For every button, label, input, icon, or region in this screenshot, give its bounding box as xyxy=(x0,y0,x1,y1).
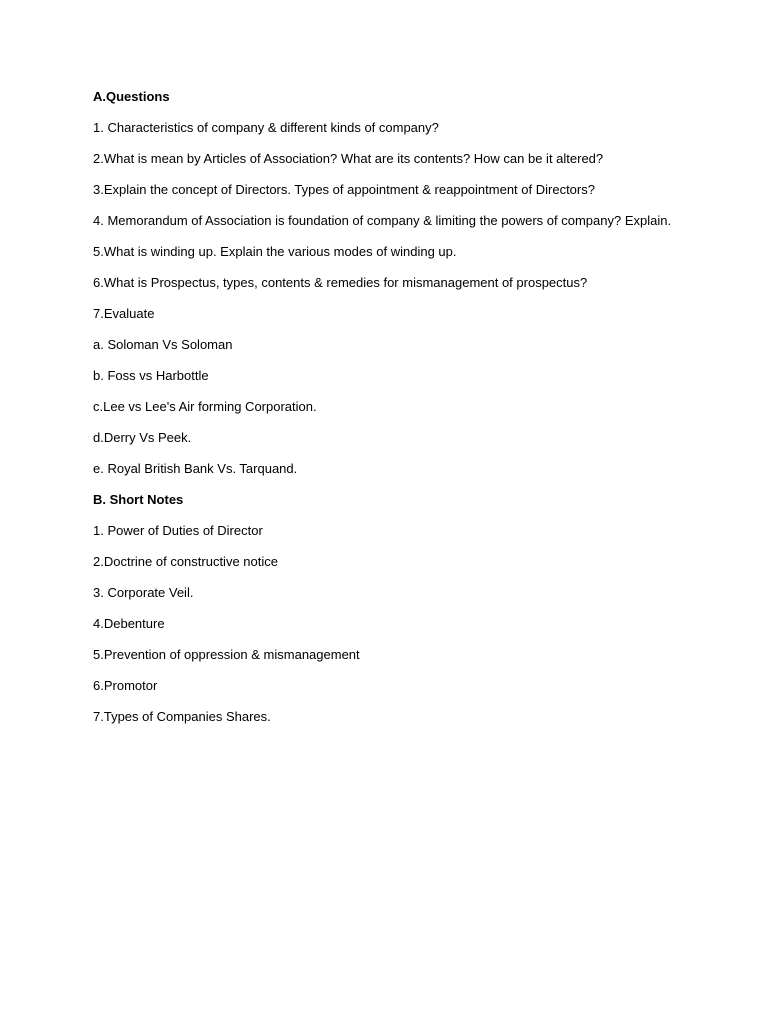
case-b: b. Foss vs Harbottle xyxy=(93,368,209,383)
case-c: c.Lee vs Lee's Air forming Corporation. xyxy=(93,399,317,414)
question-5: 5.What is winding up. Explain the various modes of winding up. xyxy=(93,244,457,259)
short-note-3: 3. Corporate Veil. xyxy=(93,585,194,600)
question-1: 1. Characteristics of company & different kinds of company? xyxy=(93,120,439,135)
case-d: d.Derry Vs Peek. xyxy=(93,430,192,445)
document-page xyxy=(93,87,673,738)
case-a: a. Soloman Vs Soloman xyxy=(93,337,233,352)
section-a-heading: A.Questions xyxy=(93,89,170,104)
question-4: 4. Memorandum of Association is foundation of company & limiting the powers of company? Explain. xyxy=(93,213,672,228)
short-note-6: 6.Promotor xyxy=(93,678,158,693)
short-note-5: 5.Prevention of oppression & mismanagement xyxy=(93,647,360,662)
question-6: 6.What is Prospectus, types, contents & remedies for mismanagement of prospectus? xyxy=(93,275,588,290)
short-note-7: 7.Types of Companies Shares. xyxy=(93,709,271,724)
short-note-2: 2.Doctrine of constructive notice xyxy=(93,554,278,569)
section-b xyxy=(93,490,673,726)
case-e: e. Royal British Bank Vs. Tarquand. xyxy=(93,461,298,476)
short-note-1: 1. Power of Duties of Director xyxy=(93,523,263,538)
question-7: 7.Evaluate xyxy=(93,306,155,321)
question-3: 3.Explain the concept of Directors. Types of appointment & reappointment of Directors? xyxy=(93,182,595,197)
section-b-heading: B. Short Notes xyxy=(93,492,184,507)
short-note-4: 4.Debenture xyxy=(93,616,165,631)
section-a xyxy=(93,87,673,478)
question-2: 2.What is mean by Articles of Association? What are its contents? How can be it altered? xyxy=(93,151,604,166)
